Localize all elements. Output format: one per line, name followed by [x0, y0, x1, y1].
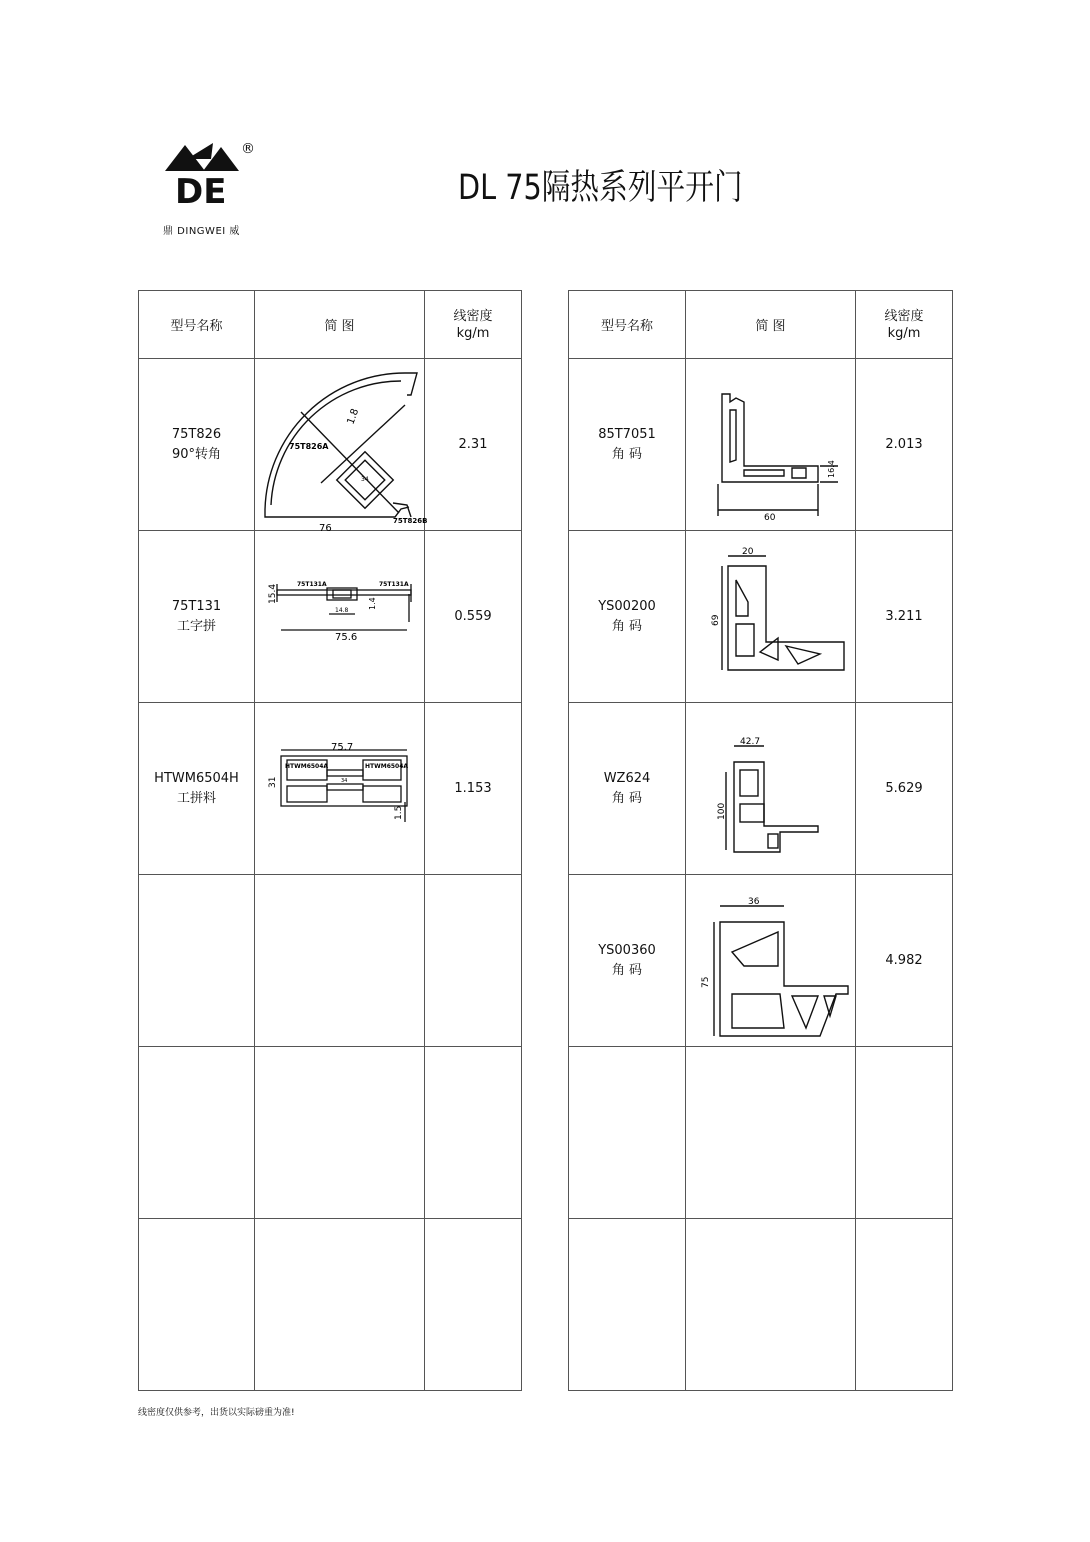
profile-density: 5.629: [856, 703, 953, 875]
svg-text:DE: DE: [175, 172, 227, 212]
profile-density: 4.982: [856, 875, 953, 1047]
profile-drawing: [686, 359, 856, 531]
svg-text:34: 34: [360, 475, 369, 483]
svg-text:75T131A: 75T131A: [296, 580, 327, 588]
page-title: DL 75隔热系列平开门: [458, 168, 743, 208]
table-row: [569, 703, 953, 875]
svg-text:100: 100: [716, 802, 727, 820]
svg-text:1.4: 1.4: [367, 596, 377, 610]
table-row: [139, 359, 522, 531]
svg-text:20: 20: [741, 546, 753, 557]
profile-density: 0.559: [425, 531, 522, 703]
svg-text:42.7: 42.7: [739, 736, 760, 747]
brand-logo: [163, 137, 263, 237]
profile-code: 85T7051: [598, 426, 656, 442]
svg-text:75.7: 75.7: [330, 741, 353, 753]
table-row: [569, 875, 953, 1047]
svg-text:75: 75: [700, 976, 711, 988]
header-drawing: 简 图: [686, 291, 856, 359]
table-row: [139, 703, 522, 875]
header-model: 型号名称: [139, 291, 255, 359]
profile-density: 2.013: [856, 359, 953, 531]
profile-density: 3.211: [856, 531, 953, 703]
header-model: 型号名称: [569, 291, 686, 359]
svg-text:HTWM6504A: HTWM6504A: [284, 762, 328, 770]
table-header-row: [569, 291, 953, 359]
profile-desc: 工拼料: [176, 790, 216, 806]
table-header-row: [139, 291, 522, 359]
profile-drawing: [255, 703, 425, 875]
svg-text:69: 69: [710, 614, 721, 626]
table-row: [139, 531, 522, 703]
header-density: 线密度 kg/m: [425, 291, 522, 359]
svg-text:14.8: 14.8: [334, 606, 348, 614]
svg-text:34: 34: [340, 777, 347, 784]
svg-text:75T131A: 75T131A: [378, 580, 409, 588]
profile-code: HTWM6504H: [154, 770, 239, 786]
profile-drawing: [255, 531, 425, 703]
profile-desc: 90°转角: [171, 446, 222, 462]
svg-text:16.4: 16.4: [826, 459, 836, 478]
profile-code: WZ624: [603, 770, 651, 786]
profile-drawing: [686, 875, 856, 1047]
profile-density: 1.153: [425, 703, 522, 875]
table-row-empty: [139, 1047, 522, 1219]
profile-code: YS00200: [598, 598, 656, 614]
profile-table-right: [568, 290, 953, 1391]
table-row-empty: [139, 875, 522, 1047]
profile-code: 75T826: [171, 426, 222, 442]
profile-drawing: [686, 531, 856, 703]
svg-text:HTWM6504A: HTWM6504A: [364, 762, 408, 770]
table-row-empty: [139, 1219, 522, 1391]
svg-text:75T826A: 75T826A: [288, 441, 328, 451]
logo-caption: 鼎 DINGWEI 威: [163, 226, 240, 237]
footnote: 线密度仅供参考，出货以实际磅重为准!: [138, 1408, 295, 1418]
svg-text:75T826B: 75T826B: [392, 516, 427, 525]
profile-desc: 角 码: [611, 618, 643, 634]
profile-desc: 工字拼: [176, 618, 216, 634]
profile-density: 2.31: [425, 359, 522, 531]
profile-desc: 角 码: [611, 962, 643, 978]
profile-table-left: [138, 290, 522, 1391]
svg-text:1.5: 1.5: [393, 805, 404, 820]
profile-desc: 角 码: [611, 790, 643, 806]
profile-desc: 角 码: [611, 446, 643, 462]
svg-text:15.4: 15.4: [267, 583, 278, 604]
header-density: 线密度 kg/m: [856, 291, 953, 359]
svg-text:36: 36: [747, 896, 759, 907]
svg-text:31: 31: [267, 776, 278, 788]
header-drawing: 简 图: [255, 291, 425, 359]
svg-text:1.8: 1.8: [344, 406, 361, 426]
profile-drawing: [255, 359, 427, 534]
table-row: [569, 531, 953, 703]
svg-text:76: 76: [318, 522, 332, 534]
svg-text:®: ®: [241, 141, 255, 157]
profile-code: YS00360: [598, 942, 656, 958]
svg-text:75.6: 75.6: [334, 631, 357, 643]
table-row-empty: [569, 1219, 953, 1391]
logo-mark-icon: [163, 137, 263, 217]
table-row-empty: [569, 1047, 953, 1219]
table-row: [569, 359, 953, 531]
svg-text:60: 60: [763, 512, 775, 523]
profile-drawing: [686, 703, 856, 875]
profile-code: 75T131: [171, 598, 222, 614]
